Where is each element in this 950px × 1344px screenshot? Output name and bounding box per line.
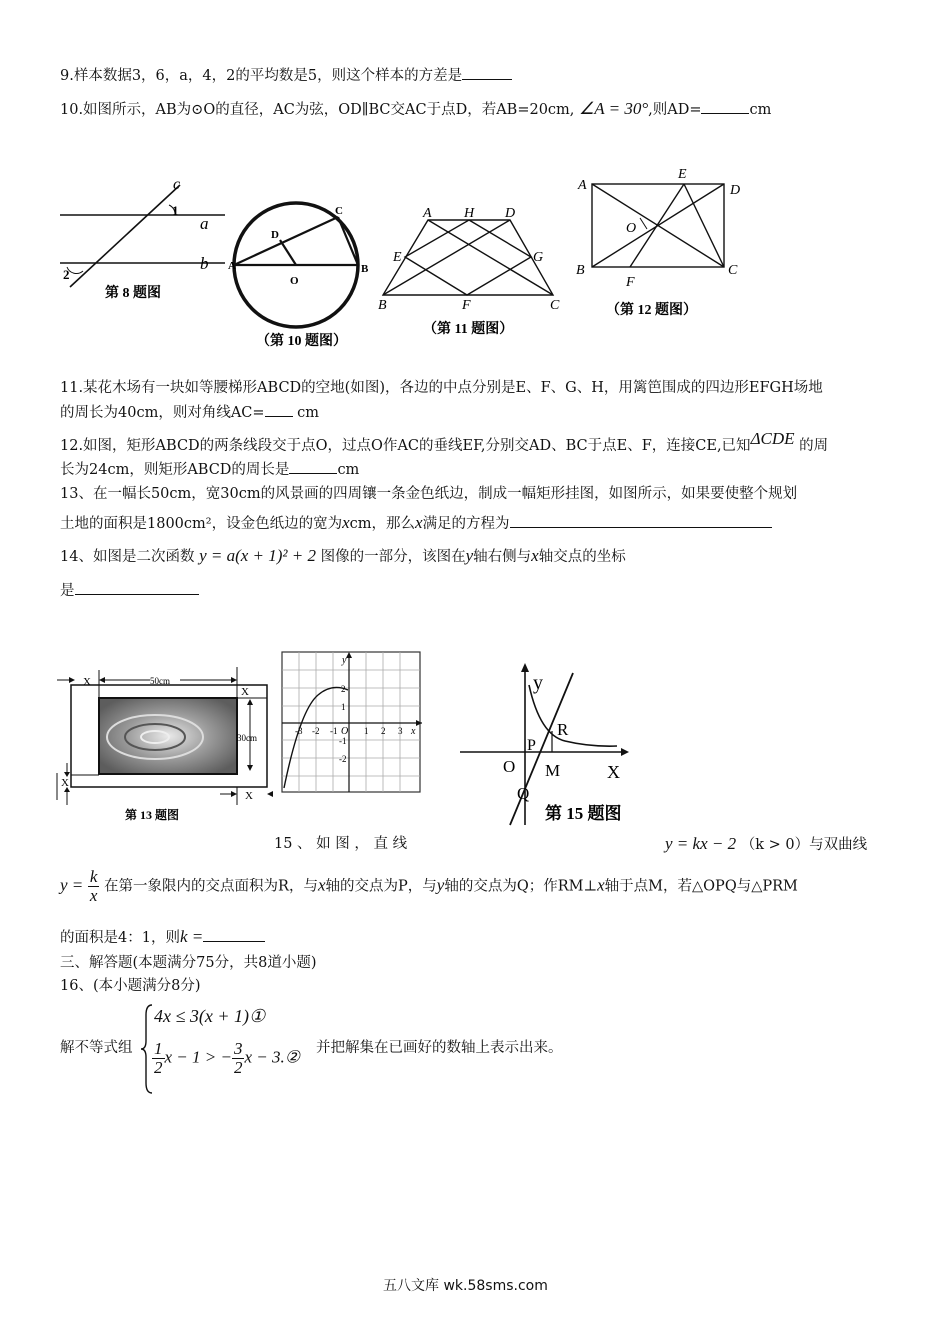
tick-x--3: -3	[295, 726, 303, 736]
label-c: c	[173, 176, 181, 193]
fig15-caption: 第 15 题图	[545, 804, 622, 823]
q12-line1b: 的周	[799, 438, 829, 454]
section3-title: 三、解答题(本题满分75分，共8道小题)	[60, 955, 317, 971]
q15-frac-num: k	[89, 867, 98, 886]
label-30cm: 30cm	[237, 733, 257, 743]
label-Q: Q	[517, 784, 530, 803]
question-15-line1b	[665, 834, 867, 855]
label-D: D	[505, 206, 516, 221]
q11-answer-blank[interactable]	[265, 401, 293, 417]
question-12-line2	[60, 458, 359, 480]
question-10	[60, 98, 771, 120]
q13-line2b: cm，那么	[349, 516, 416, 532]
q14-formula: y = a(x + 1)² + 2	[199, 546, 316, 565]
label-F: F	[462, 298, 471, 313]
label-A: A	[228, 260, 236, 272]
label-50cm: 50cm	[150, 676, 170, 686]
axis-y-label: y	[342, 655, 347, 666]
question-9	[60, 64, 512, 86]
label-A: A	[423, 206, 432, 221]
q15-frac-pre: y =	[60, 875, 84, 895]
quad-efgh	[405, 220, 531, 295]
fig10-caption: （第 10 题图）	[256, 334, 347, 349]
fig13-caption: 第 13 题图	[125, 808, 180, 822]
label-1: 1	[172, 203, 179, 218]
q15-line2c: 轴的交点为Q；作RM⊥	[444, 878, 598, 895]
label-X: X	[607, 762, 620, 782]
question-11-line1	[60, 378, 823, 398]
q13-line1: 13、在一幅长50cm，宽30cm的风景画的四周镶一条金色纸边，制成一幅矩形挂图，如图所示，如果要使整个规划	[60, 486, 798, 502]
label-P: P	[527, 737, 536, 754]
fig8-caption: 第 8 题图	[105, 286, 161, 301]
q12-triangle: ΔCDE	[750, 429, 795, 448]
q16-frac-three-halves	[232, 1040, 245, 1077]
q12-line1a: 12.如图，矩形ABCD的两条线段交于点O，过点O作AC的垂线EF,分别交AD、BC于点E、F，连接CE,已知	[60, 438, 751, 454]
label-G: G	[533, 250, 544, 265]
question-14-line1	[60, 546, 626, 567]
question-11-line2	[60, 401, 319, 423]
q9-text: 9.样本数据3，6，a，4，2的平均数是5，则这个样本的方差是	[60, 68, 463, 84]
origin-O: O	[341, 726, 349, 737]
label-2: 2	[63, 267, 70, 282]
footer-watermark	[383, 1276, 548, 1296]
figure-13	[55, 665, 275, 830]
label-O: O	[290, 275, 299, 287]
figure-12	[572, 162, 752, 322]
q15-line2b: 轴的交点为P，与	[325, 878, 437, 895]
question-15-line1a	[274, 834, 407, 854]
label-B: B	[378, 298, 387, 313]
q15-line2d: 轴于点M，若△OPQ与△PRM	[604, 878, 798, 895]
label-B: B	[361, 263, 369, 275]
q11-line2: 的周长为40cm，则对角线AC=	[60, 405, 265, 421]
hyperbola	[529, 685, 617, 746]
q15-line1c: （k > 0）与双曲线	[740, 837, 868, 853]
tick-x--1: -1	[330, 726, 338, 736]
label-C: C	[728, 263, 738, 278]
axis-x-label: x	[411, 726, 416, 737]
question-15-line3	[60, 926, 265, 948]
q16-ineq2-line	[152, 1040, 300, 1090]
q14-x: x	[531, 546, 539, 565]
q12-answer-blank[interactable]	[289, 458, 337, 474]
label-A: A	[578, 178, 587, 193]
q15-frac-den: x	[89, 886, 98, 905]
label-x-top: X	[83, 676, 91, 688]
q16-title: 16、(本小题满分8分)	[60, 978, 201, 994]
q15-line3: 的面积是4：1，则	[60, 930, 180, 946]
q15-line-eq: y = kx − 2	[665, 834, 737, 853]
label-b: b	[200, 254, 209, 273]
q15-line1a: 15 、 如 图 ， 直 线	[274, 836, 408, 852]
q15-x2: x	[597, 875, 605, 895]
label-D: D	[730, 183, 741, 198]
tick-y-2: 2	[341, 684, 346, 694]
q15-fraction	[88, 868, 100, 905]
question-15-line2	[60, 868, 798, 914]
q16-prefix-line	[60, 1038, 133, 1058]
tick-x-3: 3	[398, 726, 403, 736]
q16-half-num: 1	[154, 1039, 163, 1058]
tick-y-1: 1	[341, 702, 346, 712]
tick-y--1: -1	[339, 736, 347, 746]
label-E: E	[393, 250, 402, 265]
q10-text-b: ,则AD=	[648, 102, 702, 118]
question-16-title	[60, 976, 201, 996]
q15-x1: x	[317, 875, 326, 895]
q13-var-x-2: x	[415, 513, 423, 532]
q14-line1d: 轴交点的坐标	[538, 549, 626, 565]
label-R: R	[557, 720, 569, 739]
q13-line2c: 满足的方程为	[422, 516, 510, 532]
q13-answer-blank[interactable]	[510, 512, 772, 528]
q13-line2a: 土地的面积是1800cm²，设金色纸边的宽为	[60, 516, 343, 532]
figure-11	[375, 205, 565, 340]
q11-unit: cm	[297, 405, 320, 421]
q15-y1: y	[436, 875, 445, 895]
q16-ineq2-pre: x − 1 > −	[164, 1047, 232, 1067]
label-E: E	[678, 167, 687, 182]
q11-line1: 11.某花木场有一块如等腰梯形ABCD的空地(如图)，各边的中点分别是E、F、G、H，用篱笆围成的四边形EFGH场地	[60, 380, 823, 396]
q14-answer-blank[interactable]	[75, 579, 199, 595]
q14-y: y	[465, 546, 474, 565]
q9-answer-blank[interactable]	[462, 64, 512, 80]
q16-ineq2-post: x − 3.②	[244, 1047, 300, 1067]
question-13-line2	[60, 512, 772, 534]
q15-line2a: 在第一象限内的交点面积为R，与	[104, 878, 318, 895]
q16-suffix: 并把解集在已画好的数轴上表示出来。	[316, 1040, 563, 1056]
label-H: H	[464, 206, 475, 221]
figure-14	[280, 650, 425, 800]
question-14-line2	[60, 579, 199, 601]
section-3-title	[60, 953, 317, 973]
tick-x-2: 2	[381, 726, 386, 736]
q15-k: k =	[179, 927, 204, 946]
q16-suffix-line	[316, 1038, 563, 1058]
fig11-caption: （第 11 题图）	[423, 322, 514, 337]
label-D: D	[271, 229, 279, 241]
q16-ineq1-line	[154, 1006, 265, 1028]
figure-8	[55, 175, 225, 315]
q16-tf-num: 3	[233, 1039, 243, 1058]
q13-var-x: x	[342, 513, 350, 532]
label-M: M	[545, 761, 561, 780]
q12-unit: cm	[337, 462, 360, 478]
footer-text: 五八文库 wk.58sms.com	[383, 1278, 548, 1294]
label-y: y	[533, 672, 543, 694]
label-x-right: X	[241, 686, 249, 698]
label-C: C	[550, 298, 560, 313]
q10-angle: ∠A = 30°	[579, 99, 649, 118]
tick-x-1: 1	[364, 726, 369, 736]
q16-ineq1: 4x ≤ 3(x + 1)①	[154, 1006, 266, 1026]
label-F: F	[626, 275, 635, 290]
q12-line2: 长为24cm，则矩形ABCD的周长是	[60, 462, 290, 478]
label-B: B	[576, 263, 585, 278]
label-a: a	[200, 214, 209, 233]
q10-text-a: 10.如图所示，AB为⊙O的直径，AC为弦，OD∥BC交AC于点D，若AB=20cm,	[60, 102, 575, 118]
label-C: C	[335, 205, 343, 217]
q16-prefix: 解不等式组	[60, 1040, 133, 1056]
label-x-bottom: X	[245, 790, 253, 802]
q14-line2: 是	[60, 583, 75, 599]
label-O: O	[626, 221, 637, 236]
q14-line1c: 轴右侧与	[473, 549, 532, 565]
line-c	[70, 185, 180, 287]
label-O: O	[503, 757, 516, 776]
q15-answer-blank[interactable]	[203, 926, 265, 942]
q10-answer-blank[interactable]	[701, 98, 749, 114]
question-13-line1	[60, 484, 797, 504]
q16-tf-den: 2	[233, 1058, 243, 1077]
q14-line1b: 图像的一部分，该图在	[320, 549, 466, 565]
trapezoid-abcd	[383, 220, 553, 295]
tick-x--2: -2	[312, 726, 320, 736]
q14-line1a: 14、如图是二次函数	[60, 549, 195, 565]
label-x-left: X	[61, 777, 69, 789]
q10-unit: cm	[749, 102, 772, 118]
tick-y--2: -2	[339, 754, 347, 764]
fig12-caption: （第 12 题图）	[606, 303, 697, 318]
figure-10	[228, 192, 378, 352]
q16-half-den: 2	[154, 1058, 163, 1077]
figure-15	[455, 655, 635, 835]
q16-frac-half	[152, 1040, 165, 1077]
question-12-line1	[60, 429, 829, 456]
